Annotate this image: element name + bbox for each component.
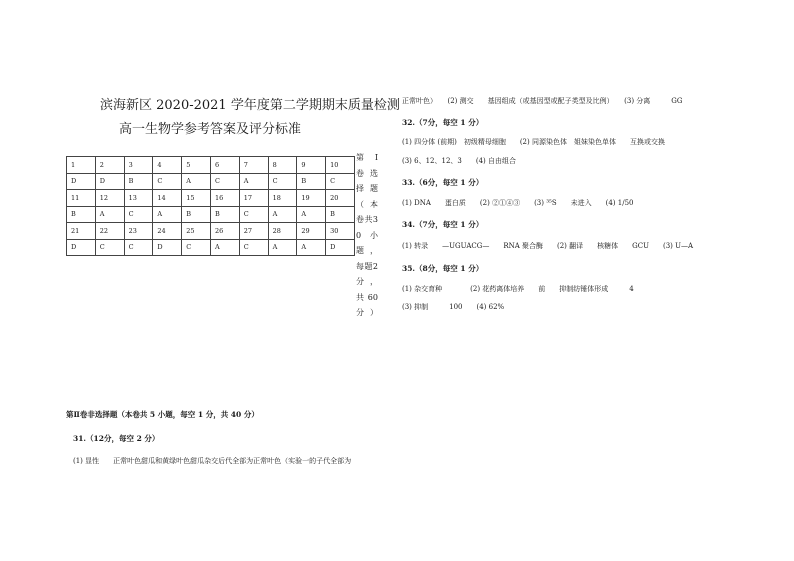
question-number-cell: 24 [153,223,182,240]
question-number-cell: 23 [124,223,153,240]
answer-row [67,206,355,223]
question-number-cell: 30 [326,223,355,240]
question-number-row [67,223,355,240]
answer-cell: D [95,173,124,190]
answer-cell: A [268,239,297,256]
answer-cell: B [182,206,211,223]
q31-line-continued: 正常叶色） (2) 测交 基因组成（或基因型或配子类型及比例） (3) 分离 GG [402,97,683,105]
question-number-cell: 3 [124,157,153,174]
answer-cell: B [297,173,326,190]
page-title: 滨海新区 2020-2021 学年度第二学期期末质量检测 [100,98,400,113]
question-number-cell: 20 [326,190,355,207]
section2-heading: 第Ⅱ卷非选择题（本卷共 5 小题，每空 1 分，共 40 分） [66,410,259,419]
question-number-cell: 27 [239,223,268,240]
answer-cell: D [67,239,96,256]
q31-line1: (1) 显性 正常叶色甜瓜和黄绿叶色甜瓜杂交后代全部为正常叶色（实验一的子代全部为 [73,457,352,465]
answer-cell: C [95,239,124,256]
answer-cell: C [124,206,153,223]
answer-cell: C [268,173,297,190]
question-number-cell: 26 [210,223,239,240]
answer-cell: C [326,173,355,190]
answer-cell: B [326,206,355,223]
answer-cell: A [239,173,268,190]
question-number-cell: 17 [239,190,268,207]
question-number-cell: 9 [297,157,326,174]
answer-cell: B [124,173,153,190]
answer-cell: C [210,173,239,190]
answer-cell: A [268,206,297,223]
question-number-cell: 7 [239,157,268,174]
q32-heading: 32.（7分，每空 1 分） [402,118,484,127]
answer-cell: B [210,206,239,223]
section1-note: 第 I 卷选择题（本卷共30小题，每题2分，共60分） [356,153,378,317]
answer-cell: A [210,239,239,256]
q34-heading: 34.（7分，每空 1 分） [402,220,484,229]
question-number-cell: 11 [67,190,96,207]
question-number-cell: 25 [182,223,211,240]
question-number-cell: 13 [124,190,153,207]
answer-cell: C [239,206,268,223]
answer-cell: C [153,173,182,190]
answer-cell: A [95,206,124,223]
question-number-cell: 19 [297,190,326,207]
answer-cell: D [326,239,355,256]
answer-cell: A [297,239,326,256]
question-number-cell: 29 [297,223,326,240]
answer-cell: A [182,173,211,190]
q33-line1: (1) DNA 蛋白质 (2) ②①④③ (3) ³⁵S 未进入 (4) 1/50 [402,199,634,207]
answer-row [67,239,355,256]
q33-heading: 33.（6分，每空 1 分） [402,178,484,187]
question-number-cell: 12 [95,190,124,207]
answer-cell: C [124,239,153,256]
answer-cell: D [67,173,96,190]
question-number-cell: 22 [95,223,124,240]
q35-line2: (3) 抑制 100 (4) 62% [402,303,505,311]
answer-table [66,156,355,256]
q32-line2: (3) 6、12、12、3 (4) 自由组合 [402,157,517,165]
q35-line1: (1) 杂交育种 (2) 花药离体培养 前 抑制纺锤体形成 4 [402,285,634,293]
question-number-cell: 15 [182,190,211,207]
question-number-cell: 1 [67,157,96,174]
question-number-cell: 14 [153,190,182,207]
answer-cell: A [153,206,182,223]
question-number-cell: 28 [268,223,297,240]
question-number-cell: 6 [210,157,239,174]
question-number-cell: 5 [182,157,211,174]
question-number-cell: 10 [326,157,355,174]
answer-row [67,173,355,190]
question-number-cell: 21 [67,223,96,240]
answer-cell: C [239,239,268,256]
question-number-cell: 2 [95,157,124,174]
q34-line1: (1) 转录 —UGUACG— RNA 聚合酶 (2) 翻译 核糖体 GCU (3) U—A [402,242,694,250]
q35-heading: 35.（8分，每空 1 分） [402,264,484,273]
page-subtitle: 高一生物学参考答案及评分标准 [119,122,302,137]
answer-cell: D [153,239,182,256]
q32-line1: (1) 四分体 (前期) 初级精母细胞 (2) 同源染色体 姐妹染色单体 互换或交换 [402,138,665,146]
q31-heading: 31.（12分，每空 2 分） [73,434,160,443]
answer-cell: A [297,206,326,223]
question-number-row [67,190,355,207]
question-number-cell: 4 [153,157,182,174]
question-number-cell: 18 [268,190,297,207]
question-number-row [67,157,355,174]
question-number-cell: 8 [268,157,297,174]
question-number-cell: 16 [210,190,239,207]
answer-cell: C [182,239,211,256]
answer-cell: B [67,206,96,223]
